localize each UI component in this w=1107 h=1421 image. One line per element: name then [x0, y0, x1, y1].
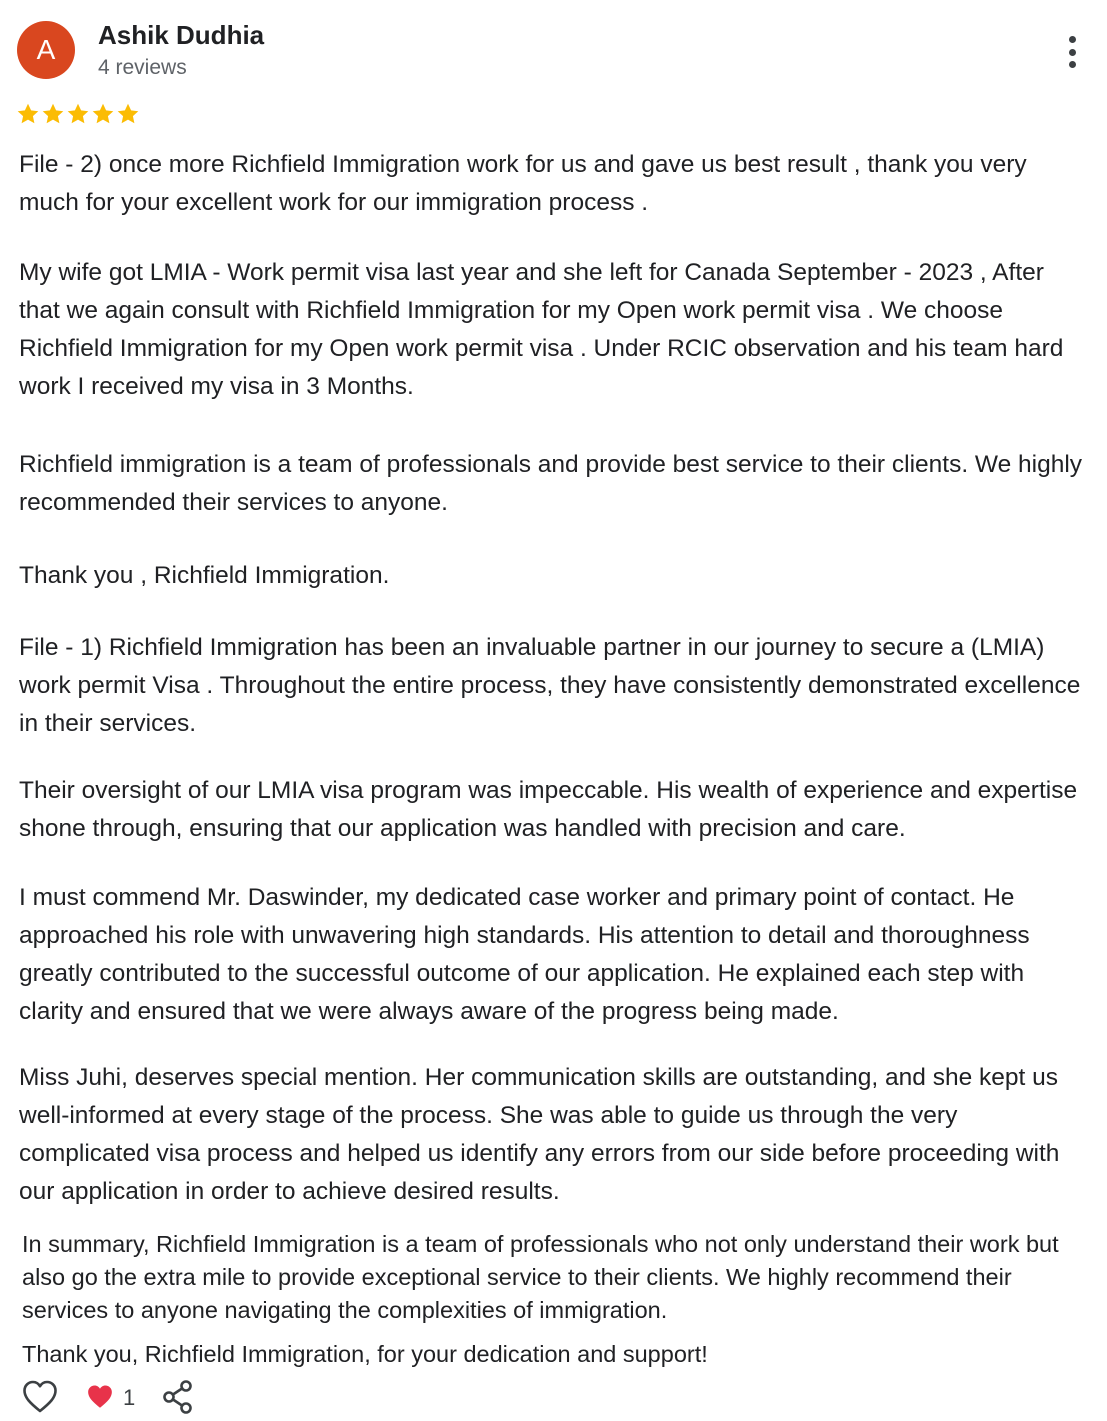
review-paragraph: Miss Juhi, deserves special mention. Her communication skills are outstanding, and she kept us well-informed at every stage of the process. She was able to guide us through the very complicated visa process and helped us identify any errors from our side before proceeding with our application in order to achieve desired results. — [19, 1064, 1060, 1205]
star-rating — [16, 102, 140, 126]
review-paragraph: Their oversight of our LMIA visa program was impeccable. His wealth of experience and expertise shone through, ensuring that our application was handled with precision and care. — [19, 777, 1078, 842]
review-paragraph: In summary, Richfield Immigration is a team of professionals who not only understand their work but also go the extra mile to provide exceptional service to their clients. We highly recommend their services to anyone navigating the complexities of immigration. — [22, 1231, 1059, 1323]
review-paragraph: Richfield immigration is a team of professionals and provide best service to their clients. We highly recommended their services to anyone. — [19, 451, 1083, 516]
review-paragraph: File - 1) Richfield Immigration has been an invaluable partner in our journey to secure a (LMIA) work permit Visa . Throughout the entire process, they have consistently demonstrated excellence in their services. — [19, 634, 1081, 737]
star-icon — [116, 102, 140, 126]
reaction-count: 1 — [123, 1385, 136, 1410]
reviewer-name[interactable]: Ashik Dudhia — [98, 20, 265, 50]
reviewer-review-count[interactable]: 4 reviews — [98, 56, 187, 79]
review-actions — [22, 1378, 322, 1418]
star-icon — [91, 102, 115, 126]
star-icon — [16, 102, 40, 126]
avatar[interactable] — [17, 21, 75, 79]
review-paragraph: File - 2) once more Richfield Immigration work for us and gave us best result , thank you very much for your excellent work for our immigration process . — [19, 151, 1027, 216]
more-options-icon[interactable] — [1058, 32, 1086, 72]
avatar-initial: A — [36, 34, 56, 65]
review-paragraph: Thank you , Richfield Immigration. — [19, 562, 390, 589]
star-icon — [66, 102, 90, 126]
heart-outline-icon[interactable] — [22, 1380, 58, 1414]
review-paragraph: I must commend Mr. Daswinder, my dedicated case worker and primary point of contact. He approached his role with unwavering high standards. His attention to detail and thoroughness greatly contributed to the successful outcome of our application. He explained each step with clarity and ensured that we were always aware of the progress being made. — [19, 884, 1030, 1025]
review-paragraph: Thank you, Richfield Immigration, for your dedication and support! — [22, 1341, 708, 1367]
star-icon — [41, 102, 65, 126]
share-icon[interactable] — [162, 1380, 194, 1414]
review-paragraph: My wife got LMIA - Work permit visa last year and she left for Canada September - 2023 , After that we again consult with Richfield Immigration for my Open work permit visa . We choose Richfield Immigration for my Open work permit visa . Under RCIC observation and his team hard work I received my visa in 3 Months. — [19, 259, 1064, 400]
heart-filled-icon[interactable] — [86, 1384, 114, 1410]
